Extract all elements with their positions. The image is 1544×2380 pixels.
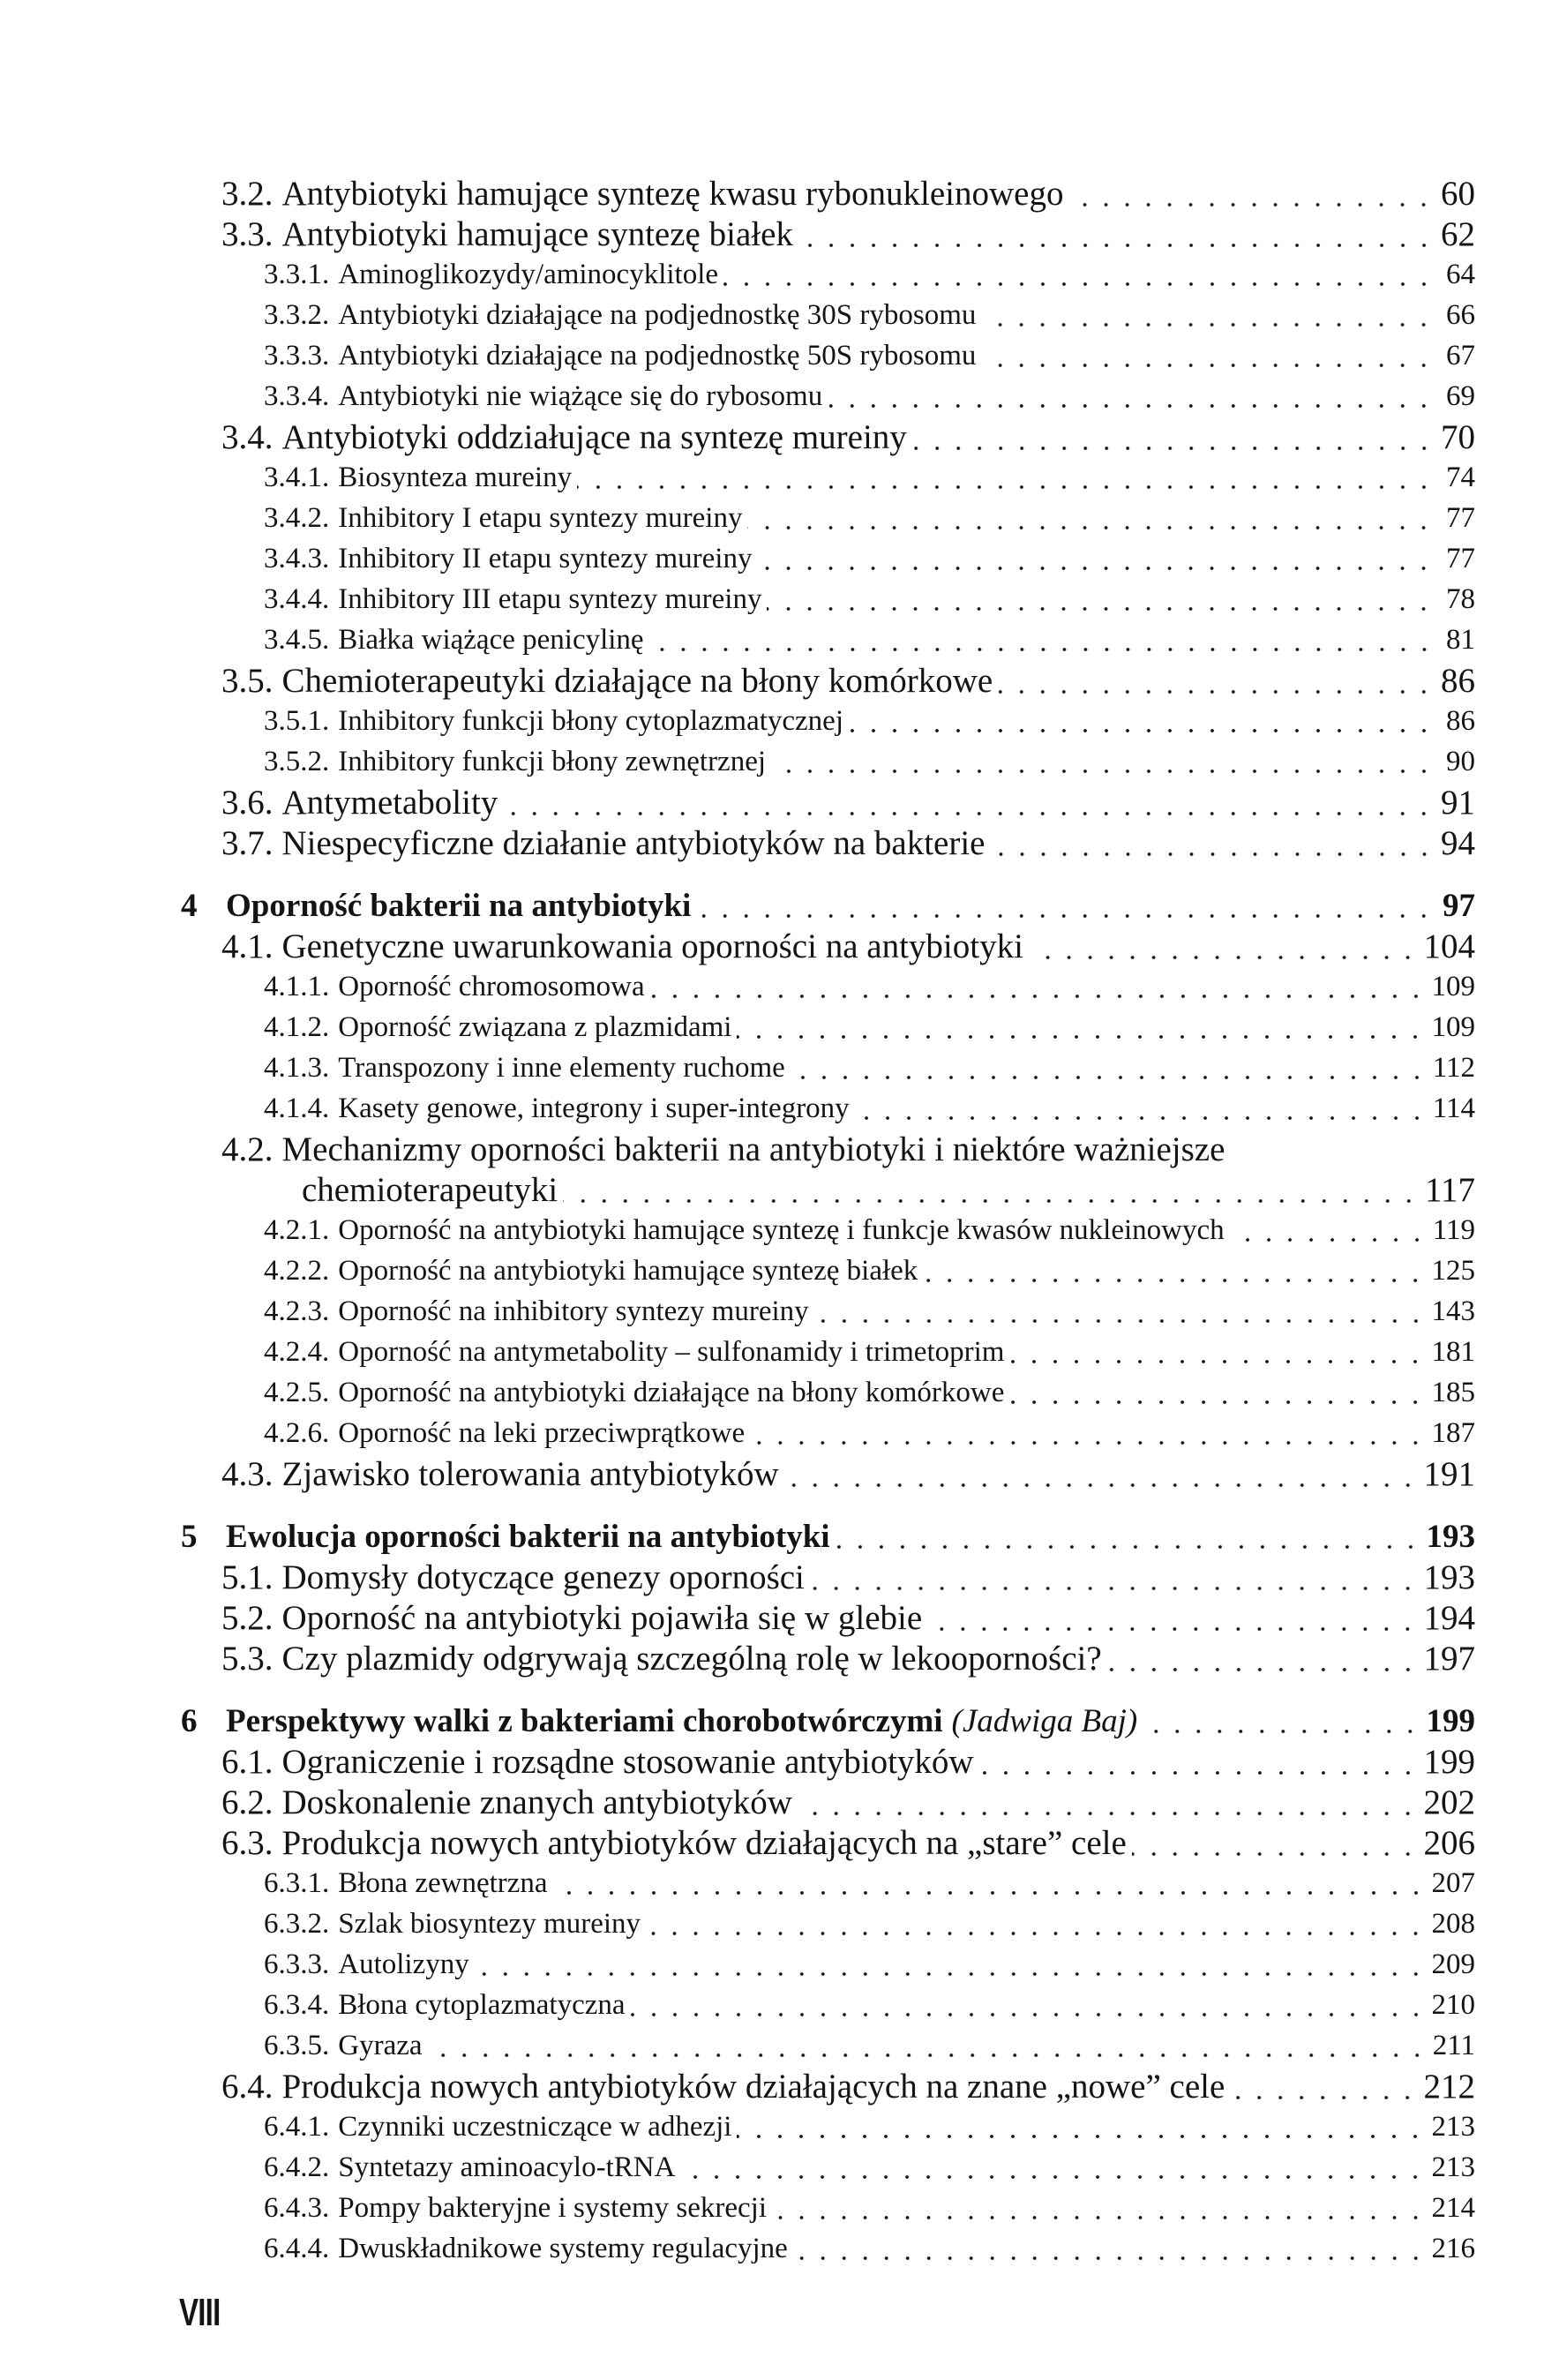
entry-title: Inhibitory II etapu syntezy mureiny bbox=[338, 542, 753, 574]
entry-number: 6.3. bbox=[221, 1823, 274, 1862]
entry-number: 4.1.2. bbox=[264, 1010, 330, 1043]
toc-entry[interactable] bbox=[176, 1250, 1475, 1291]
entry-number: 3.3.3. bbox=[264, 339, 330, 372]
entry-number: 3.4. bbox=[221, 417, 274, 456]
entry-page-number: 199 bbox=[1423, 1742, 1475, 1781]
toc-chapter-entry[interactable] bbox=[176, 885, 1475, 926]
page-number-folio: VIII bbox=[179, 2291, 221, 2334]
dot-leader bbox=[737, 1013, 1426, 1042]
entry-number: 4.1.4. bbox=[264, 1092, 330, 1124]
entry-number: 3.5. bbox=[221, 661, 274, 700]
entry-page-number: 194 bbox=[1423, 1598, 1475, 1637]
entry-title: Autolizyny bbox=[338, 1948, 469, 1980]
entry-number: 4.2.3. bbox=[264, 1295, 330, 1327]
dot-leader bbox=[650, 972, 1427, 1002]
entry-number: 3.4.3. bbox=[264, 542, 330, 574]
dot-leader bbox=[577, 463, 1435, 492]
entry-page-number: 114 bbox=[1432, 1092, 1475, 1124]
dot-leader bbox=[814, 1297, 1427, 1326]
entry-page-number: 81 bbox=[1446, 623, 1475, 656]
entry-number: 6.4.1. bbox=[264, 2110, 330, 2143]
entry-page-number: 91 bbox=[1441, 783, 1475, 822]
entry-page-number: 112 bbox=[1432, 1051, 1475, 1084]
entry-page-number: 211 bbox=[1432, 2029, 1475, 2061]
entry-page-number: 210 bbox=[1431, 1988, 1475, 2021]
entry-number: 4.1.3. bbox=[264, 1051, 330, 1084]
entry-title: Antybiotyki oddziałujące na syntezę mureiny bbox=[281, 417, 907, 456]
entry-number: 3.5.2. bbox=[264, 745, 330, 777]
entry-page-number: 197 bbox=[1423, 1639, 1475, 1678]
entry-number: 4 bbox=[181, 887, 198, 924]
toc-entry[interactable] bbox=[176, 254, 1475, 295]
entry-page-number: 66 bbox=[1446, 298, 1475, 331]
entry-number: 4.2. bbox=[221, 1130, 274, 1168]
entry-number: 4.2.5. bbox=[264, 1376, 330, 1408]
entry-page-number: 97 bbox=[1443, 887, 1475, 924]
toc-entry[interactable] bbox=[176, 1453, 1475, 1494]
toc-entry[interactable] bbox=[176, 1944, 1475, 1985]
entry-page-number: 78 bbox=[1446, 582, 1475, 615]
entry-page-number: 77 bbox=[1446, 542, 1475, 574]
toc-entry[interactable] bbox=[176, 619, 1475, 660]
entry-number: 3.4.2. bbox=[264, 501, 330, 534]
entry-title: Ograniczenie i rozsądne stosowanie antybiotyków bbox=[281, 1742, 974, 1781]
entry-title: Szlak biosyntezy mureiny bbox=[338, 1907, 641, 1940]
entry-page-number: 90 bbox=[1446, 745, 1475, 777]
toc-entry[interactable] bbox=[176, 1169, 1475, 1210]
dot-leader bbox=[991, 826, 1435, 860]
entry-page-number: 202 bbox=[1423, 1783, 1475, 1821]
entry-number: 4.2.1. bbox=[264, 1213, 330, 1246]
dot-leader bbox=[791, 1054, 1428, 1083]
entry-page-number: 212 bbox=[1423, 2067, 1475, 2106]
toc-entry[interactable] bbox=[176, 2106, 1475, 2147]
dot-leader bbox=[631, 1991, 1427, 2020]
entry-title: Inhibitory funkcji błony zewnętrznej bbox=[338, 745, 767, 777]
entry-page-number: 199 bbox=[1426, 1702, 1475, 1739]
dot-leader bbox=[772, 2194, 1427, 2223]
dot-leader bbox=[836, 1520, 1421, 1553]
entry-title: Doskonalenie znanych antybiotyków bbox=[281, 1783, 792, 1821]
toc-entry[interactable] bbox=[176, 1557, 1475, 1597]
dot-leader bbox=[1009, 1338, 1426, 1367]
entry-title: Czy plazmidy odgrywają szczególną rolę w lekooporności? bbox=[281, 1639, 1102, 1678]
toc-entry[interactable] bbox=[176, 2066, 1475, 2106]
dot-leader bbox=[981, 342, 1435, 371]
dot-leader bbox=[784, 1457, 1419, 1491]
entry-title: Antybiotyki działające na podjednostkę 30S rybosomu bbox=[338, 298, 977, 331]
toc-entry[interactable] bbox=[176, 1903, 1475, 1944]
dot-leader bbox=[1068, 176, 1435, 211]
dot-leader bbox=[737, 2113, 1426, 2142]
entry-page-number: 185 bbox=[1431, 1376, 1475, 1408]
entry-page-number: 67 bbox=[1446, 339, 1475, 372]
toc-entry[interactable] bbox=[176, 498, 1475, 538]
dot-leader bbox=[649, 626, 1435, 655]
entry-title: Inhibitory III etapu syntezy mureiny bbox=[338, 582, 762, 615]
entry-page-number: 214 bbox=[1431, 2191, 1475, 2224]
toc-entry[interactable] bbox=[176, 376, 1475, 417]
entry-title: Antybiotyki działające na podjednostkę 50S rybosomu bbox=[338, 339, 977, 372]
dot-leader bbox=[1009, 1378, 1426, 1408]
toc-entry[interactable] bbox=[176, 741, 1475, 782]
entry-page-number: 94 bbox=[1441, 823, 1475, 862]
entry-page-number: 191 bbox=[1423, 1454, 1475, 1493]
toc-entry[interactable] bbox=[176, 660, 1475, 701]
dot-leader bbox=[723, 260, 1435, 289]
dot-leader bbox=[979, 1745, 1419, 1779]
entry-number: 3.4.5. bbox=[264, 623, 330, 656]
dot-leader bbox=[771, 747, 1435, 777]
entry-title: Perspektywy walki z bakteriami chorobotwórczymi bbox=[226, 1702, 943, 1739]
entry-title: Oporność na antybiotyki pojawiła się w glebie bbox=[281, 1598, 923, 1637]
entry-title: Oporność na antymetabolity – sulfonamidy i trimetoprim bbox=[338, 1335, 1005, 1368]
entry-page-number: 125 bbox=[1431, 1254, 1475, 1287]
entry-number: 3.4.4. bbox=[264, 582, 330, 615]
entry-number: 3.5.1. bbox=[264, 704, 330, 737]
entry-page-number: 60 bbox=[1441, 174, 1475, 213]
entry-page-number: 109 bbox=[1431, 970, 1475, 1002]
entry-title: Genetyczne uwarunkowania oporności na antybiotyki bbox=[281, 927, 1023, 965]
entry-title: Białka wiążące penicylinę bbox=[338, 623, 644, 656]
entry-page-number: 86 bbox=[1441, 661, 1475, 700]
dot-leader bbox=[767, 585, 1435, 614]
entry-number: 4.1.1. bbox=[264, 970, 330, 1002]
entry-number: 6.3.4. bbox=[264, 1988, 330, 2021]
toc-entry[interactable] bbox=[176, 2188, 1475, 2228]
toc-entry[interactable] bbox=[176, 966, 1475, 1007]
entry-title: Chemioterapeutyki działające na błony komórkowe bbox=[281, 661, 993, 700]
entry-page-number: 77 bbox=[1446, 501, 1475, 534]
toc-entry[interactable] bbox=[176, 1822, 1475, 1863]
entry-title: Antybiotyki hamujące syntezę białek bbox=[281, 214, 793, 253]
dot-leader bbox=[849, 707, 1435, 736]
entry-number: 6.2. bbox=[221, 1783, 274, 1821]
entry-title: Produkcja nowych antybiotyków działających na znane „nowe” cele bbox=[281, 2067, 1225, 2106]
toc-entry[interactable] bbox=[176, 2025, 1475, 2066]
entry-number: 4.2.2. bbox=[264, 1254, 330, 1287]
toc-entry[interactable] bbox=[176, 1332, 1475, 1372]
entry-title: Antymetabolity bbox=[281, 783, 498, 822]
entry-number: 6.4.2. bbox=[264, 2151, 330, 2183]
dot-leader bbox=[798, 217, 1435, 252]
dot-leader bbox=[553, 1869, 1427, 1898]
entry-title: Kasety genowe, integrony i super-integrony bbox=[338, 1092, 850, 1124]
entry-page-number: 208 bbox=[1431, 1907, 1475, 1940]
toc-entry[interactable] bbox=[176, 1210, 1475, 1250]
entry-page-number: 181 bbox=[1431, 1335, 1475, 1368]
toc-entry[interactable] bbox=[176, 926, 1475, 966]
dot-leader bbox=[1029, 929, 1419, 964]
entry-number: 3.6. bbox=[221, 783, 274, 822]
dot-leader bbox=[927, 1601, 1418, 1635]
table-of-contents bbox=[176, 173, 1475, 2269]
toc-entry[interactable] bbox=[176, 295, 1475, 335]
toc-entry[interactable] bbox=[176, 538, 1475, 579]
dot-leader bbox=[646, 1910, 1426, 1939]
entry-title: Oporność na antybiotyki działające na błony komórkowe bbox=[338, 1376, 1005, 1408]
toc-entry[interactable] bbox=[176, 1638, 1475, 1678]
entry-author: (Jadwiga Baj) bbox=[951, 1702, 1138, 1739]
entry-title: Błona cytoplazmatyczna bbox=[338, 1988, 626, 2021]
entry-page-number: 193 bbox=[1426, 1518, 1475, 1555]
entry-page-number: 117 bbox=[1424, 1170, 1475, 1209]
dot-leader bbox=[1230, 2069, 1418, 2104]
dot-leader bbox=[981, 301, 1435, 330]
entry-number: 6 bbox=[181, 1702, 198, 1739]
entry-title: Ewolucja oporności bakterii na antybiotyki bbox=[226, 1518, 830, 1555]
entry-title: Dwuskładnikowe systemy regulacyjne bbox=[338, 2232, 788, 2264]
entry-page-number: 64 bbox=[1446, 258, 1475, 290]
entry-page-number: 213 bbox=[1431, 2151, 1475, 2183]
toc-entry[interactable] bbox=[176, 1782, 1475, 1822]
entry-page-number: 209 bbox=[1431, 1948, 1475, 1980]
entry-title: Biosynteza mureiny bbox=[338, 461, 573, 493]
toc-entry[interactable] bbox=[176, 1047, 1475, 1088]
dot-leader bbox=[1230, 1216, 1428, 1245]
toc-entry[interactable] bbox=[176, 1088, 1475, 1129]
dot-leader bbox=[998, 664, 1435, 698]
entry-number: 5.1. bbox=[221, 1558, 274, 1596]
dot-leader bbox=[810, 1560, 1419, 1595]
toc-entry[interactable] bbox=[176, 701, 1475, 741]
entry-number: 6.3.2. bbox=[264, 1907, 330, 1940]
entry-title: Zjawisko tolerowania antybiotyków bbox=[281, 1454, 779, 1493]
toc-entry[interactable] bbox=[176, 2147, 1475, 2188]
dot-leader bbox=[696, 890, 1435, 922]
entry-page-number: 74 bbox=[1446, 461, 1475, 493]
entry-number: 4.1. bbox=[221, 927, 274, 965]
toc-entry[interactable] bbox=[176, 1985, 1475, 2025]
entry-page-number: 69 bbox=[1446, 379, 1475, 412]
entry-number: 3.3.1. bbox=[264, 258, 330, 290]
entry-number: 6.3.5. bbox=[264, 2029, 330, 2061]
entry-title: Czynniki uczestniczące w adhezji bbox=[338, 2110, 732, 2143]
dot-leader bbox=[750, 1419, 1426, 1448]
toc-entry[interactable] bbox=[176, 1007, 1475, 1047]
entry-number: 5.3. bbox=[221, 1639, 274, 1678]
entry-page-number: 187 bbox=[1431, 1416, 1475, 1449]
entry-number: 3.3.4. bbox=[264, 379, 330, 412]
toc-entry[interactable] bbox=[176, 1372, 1475, 1413]
entry-title: Mechanizmy oporności bakterii na antybiotyki i niektóre ważniejsze bbox=[281, 1130, 1225, 1168]
entry-title: Oporność na antybiotyki hamujące syntezę i funkcje kwasów nukleinowych bbox=[338, 1213, 1225, 1246]
entry-page-number: 86 bbox=[1446, 704, 1475, 737]
entry-title: Oporność chromosomowa bbox=[338, 970, 645, 1002]
entry-title: Pompy bakteryjne i systemy sekrecji bbox=[338, 2191, 767, 2224]
dot-leader bbox=[757, 544, 1435, 574]
entry-number: 6.4.3. bbox=[264, 2191, 330, 2224]
entry-number: 3.7. bbox=[221, 823, 274, 862]
dot-leader bbox=[503, 785, 1435, 820]
entry-page-number: 104 bbox=[1423, 927, 1475, 965]
toc-entry[interactable] bbox=[176, 173, 1475, 214]
entry-number: 3.2. bbox=[221, 174, 274, 213]
entry-title: Aminoglikozydy/aminocyklitole bbox=[338, 258, 719, 290]
entry-page-number: 207 bbox=[1431, 1866, 1475, 1899]
entry-number: 6.1. bbox=[221, 1742, 274, 1781]
entry-number: 4.2.6. bbox=[264, 1416, 330, 1449]
entry-number: 6.4.4. bbox=[264, 2232, 330, 2264]
dot-leader bbox=[475, 1950, 1427, 1979]
toc-entry[interactable] bbox=[176, 1741, 1475, 1782]
entry-page-number: 193 bbox=[1423, 1558, 1475, 1596]
entry-number: 6.4. bbox=[221, 2067, 274, 2106]
entry-page-number: 70 bbox=[1441, 417, 1475, 456]
entry-title: Transpozony i inne elementy ruchome bbox=[338, 1051, 785, 1084]
entry-title: Syntetazy aminoacylo-tRNA bbox=[338, 2151, 676, 2183]
entry-title: Oporność związana z plazmidami bbox=[338, 1010, 732, 1043]
entry-title: Domysły dotyczące genezy oporności bbox=[281, 1558, 805, 1596]
entry-title: chemioterapeutyki bbox=[302, 1170, 558, 1209]
toc-entry[interactable] bbox=[176, 2228, 1475, 2269]
dot-leader bbox=[855, 1094, 1428, 1123]
toc-entry[interactable] bbox=[176, 579, 1475, 619]
entry-number: 5.2. bbox=[221, 1598, 274, 1637]
toc-entry[interactable] bbox=[176, 1863, 1475, 1903]
dot-leader bbox=[1132, 1826, 1419, 1860]
entry-number: 3.3.2. bbox=[264, 298, 330, 331]
dot-leader bbox=[912, 420, 1435, 454]
toc-entry[interactable] bbox=[176, 214, 1475, 254]
entry-title: Niespecyficzne działanie antybiotyków na bakterie bbox=[281, 823, 986, 862]
entry-number: 6.3.1. bbox=[264, 1866, 330, 1899]
entry-title: Błona zewnętrzna bbox=[338, 1866, 548, 1899]
entry-title: Oporność na antybiotyki hamujące syntezę białek bbox=[338, 1254, 918, 1287]
dot-leader bbox=[923, 1257, 1426, 1286]
entry-page-number: 62 bbox=[1441, 214, 1475, 253]
entry-title: Oporność na inhibitory syntezy mureiny bbox=[338, 1295, 809, 1327]
entry-title: Inhibitory funkcji błony cytoplazmatycznej bbox=[338, 704, 843, 737]
entry-title: Antybiotyki nie wiążące się do rybosomu bbox=[338, 379, 823, 412]
entry-page-number: 213 bbox=[1431, 2110, 1475, 2143]
toc-entry[interactable] bbox=[176, 782, 1475, 822]
toc-chapter-entry[interactable] bbox=[176, 1701, 1475, 1741]
entry-number: 3.4.1. bbox=[264, 461, 330, 493]
entry-number: 4.3. bbox=[221, 1454, 274, 1493]
dot-leader bbox=[1143, 1705, 1420, 1738]
entry-number: 3.3. bbox=[221, 214, 274, 253]
entry-title: Produkcja nowych antybiotyków działających na „stare” cele bbox=[281, 1823, 1127, 1862]
toc-entry[interactable] bbox=[176, 417, 1475, 457]
dot-leader bbox=[828, 382, 1435, 411]
dot-leader bbox=[747, 504, 1435, 533]
toc-entry[interactable] bbox=[176, 1413, 1475, 1453]
entry-number: 6.3.3. bbox=[264, 1948, 330, 1980]
toc-entry[interactable] bbox=[176, 1597, 1475, 1638]
entry-page-number: 206 bbox=[1423, 1823, 1475, 1862]
entry-title: Gyraza bbox=[338, 2029, 423, 2061]
dot-leader bbox=[680, 2153, 1426, 2182]
entry-number: 4.2.4. bbox=[264, 1335, 330, 1368]
toc-chapter-entry[interactable] bbox=[176, 1516, 1475, 1557]
toc-entry[interactable] bbox=[176, 822, 1475, 863]
entry-page-number: 109 bbox=[1431, 1010, 1475, 1043]
dot-leader bbox=[793, 2234, 1427, 2264]
entry-page-number: 216 bbox=[1431, 2232, 1475, 2264]
toc-entry[interactable] bbox=[176, 457, 1475, 498]
dot-leader bbox=[1107, 1641, 1419, 1676]
entry-title: Inhibitory I etapu syntezy mureiny bbox=[338, 501, 743, 534]
entry-title: Antybiotyki hamujące syntezę kwasu rybonukleinowego bbox=[281, 174, 1064, 213]
dot-leader bbox=[563, 1173, 1420, 1207]
dot-leader bbox=[798, 1785, 1419, 1820]
entry-title: Oporność na leki przeciwprątkowe bbox=[338, 1416, 746, 1449]
entry-page-number: 119 bbox=[1432, 1213, 1475, 1246]
entry-title: Oporność bakterii na antybiotyki bbox=[226, 887, 692, 924]
toc-entry[interactable] bbox=[176, 1291, 1475, 1332]
toc-entry[interactable] bbox=[176, 335, 1475, 376]
entry-page-number: 143 bbox=[1431, 1295, 1475, 1327]
toc-entry[interactable] bbox=[176, 1129, 1475, 1169]
dot-leader bbox=[428, 2031, 1428, 2061]
entry-number: 5 bbox=[181, 1518, 198, 1555]
